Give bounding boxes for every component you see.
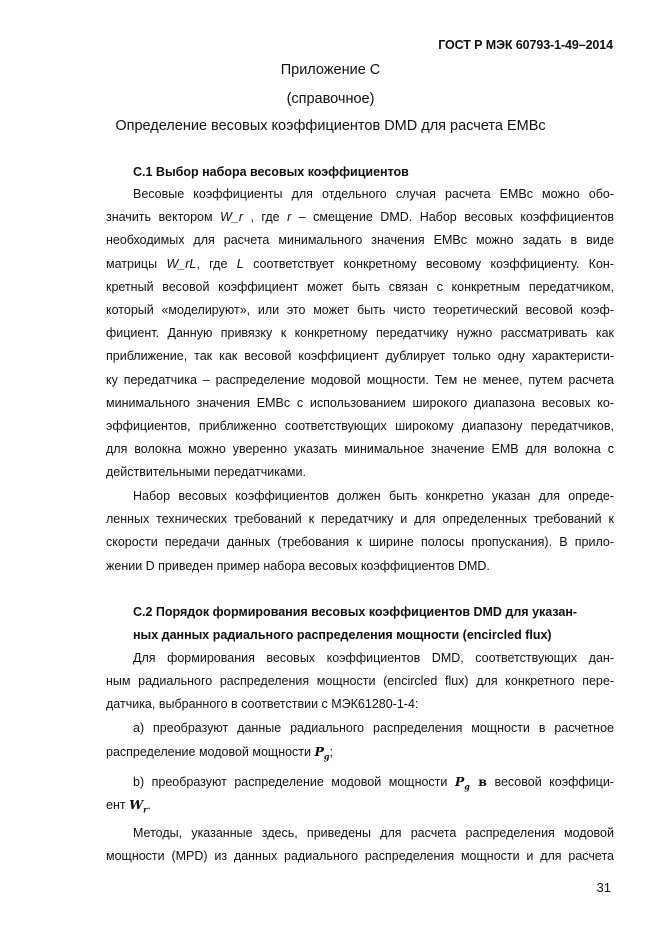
text-line: который «моделируют», или это может быть чисто теоретический весовой коэф- — [106, 302, 614, 317]
section-2-paragraph-1 — [106, 647, 614, 717]
text-line: ленных технических требований к передатчику и для определенных требований к — [106, 512, 614, 527]
text-line: Набор весовых коэффициентов должен быть конкретно указан для опреде- — [133, 489, 614, 503]
text-line: кретный весовой коэффициент может быть связан с конкретным передатчиком, — [106, 279, 614, 294]
text-line: датчика, выбранного в соответствии с МЭК61280-1-4: — [106, 697, 419, 712]
text-line: мощности (MPD) из данных радиального распределения мощности и для расчета — [106, 849, 614, 864]
text-line: приближение, так как весовой коэффициент дублирует только одну характеристи- — [106, 349, 614, 364]
list-item-b — [106, 770, 614, 816]
section-1-paragraph-1 — [106, 183, 614, 484]
text-line: для волокна можно уверенно указать минимальное значение EMB для волокна с — [106, 442, 614, 457]
text-line: необходимых для расчета минимального значения EMBc можно задать в виде — [106, 233, 614, 248]
text-line: а) преобразуют данные радиального распределения мощности в расчетное — [133, 721, 614, 735]
text-line: ным радиального распределения мощности (encircled flux) для конкретного пере- — [106, 674, 614, 689]
section-1-paragraph-2 — [106, 485, 614, 578]
text-line: Для формирования весовых коэффициентов DMD, соответствующих дан- — [133, 651, 614, 665]
text-line: скорости передачи данных (требования к ширине полосы пропускания). В прило- — [106, 535, 614, 550]
text-line: значить вектором W_r , где r – смещение DMD. Набор весовых коэффициентов — [106, 210, 614, 225]
standard-header: ГОСТ Р МЭК 60793-1-49–2014 — [438, 38, 613, 52]
text-line: эффициентов, приближенно соответствующих широкому диапазону передатчиков, — [106, 418, 614, 433]
section-2-title-line-2: ных данных радиального распределения мощности (encircled flux) — [133, 628, 552, 642]
appendix-title: Приложение С — [280, 62, 381, 78]
text-line: матрицы W_rL, где L соответствует конкретному весовому коэффициенту. Кон- — [106, 256, 614, 271]
text-line: фициент. Данную привязку к конкретному передатчику нужно рассматривать как — [106, 326, 614, 341]
text-line: минимального значения EMBc с использованием широкого диапазона весовых ко- — [106, 395, 614, 410]
section-2-title-line-1: С.2 Порядок формирования весовых коэффициентов DMD для указан- — [133, 605, 578, 619]
text-line: ку передатчика – распределение модовой мощности. Тем не менее, путем расчета — [106, 372, 614, 387]
text-line: ент $W_r$. — [106, 797, 151, 815]
text-line: Весовые коэффициенты для отдельного случая расчета EMBc можно обо- — [133, 187, 614, 201]
section-1-title: С.1 Выбор набора весовых коэффициентов — [133, 165, 409, 179]
text-line: жении D приведен пример набора весовых коэффициентов DMD. — [106, 558, 490, 573]
section-2-title — [133, 601, 613, 647]
appendix-heading: Определение весовых коэффициентов DMD для расчета EMBc — [115, 118, 546, 134]
text-line: распределение модовой мощности $P_g$; — [106, 744, 333, 762]
text-line: b) преобразуют распределение модовой мощности $P_g$ в весовой коэффици- — [133, 774, 614, 792]
text-line: действительными передатчиками. — [106, 465, 306, 480]
text-line: Методы, указанные здесь, приведены для расчета распределения модовой — [133, 826, 614, 840]
page-number: 31 — [596, 880, 611, 895]
list-item-a — [106, 717, 614, 763]
section-2-paragraph-2 — [106, 822, 614, 868]
appendix-type: (справочное) — [286, 91, 375, 107]
